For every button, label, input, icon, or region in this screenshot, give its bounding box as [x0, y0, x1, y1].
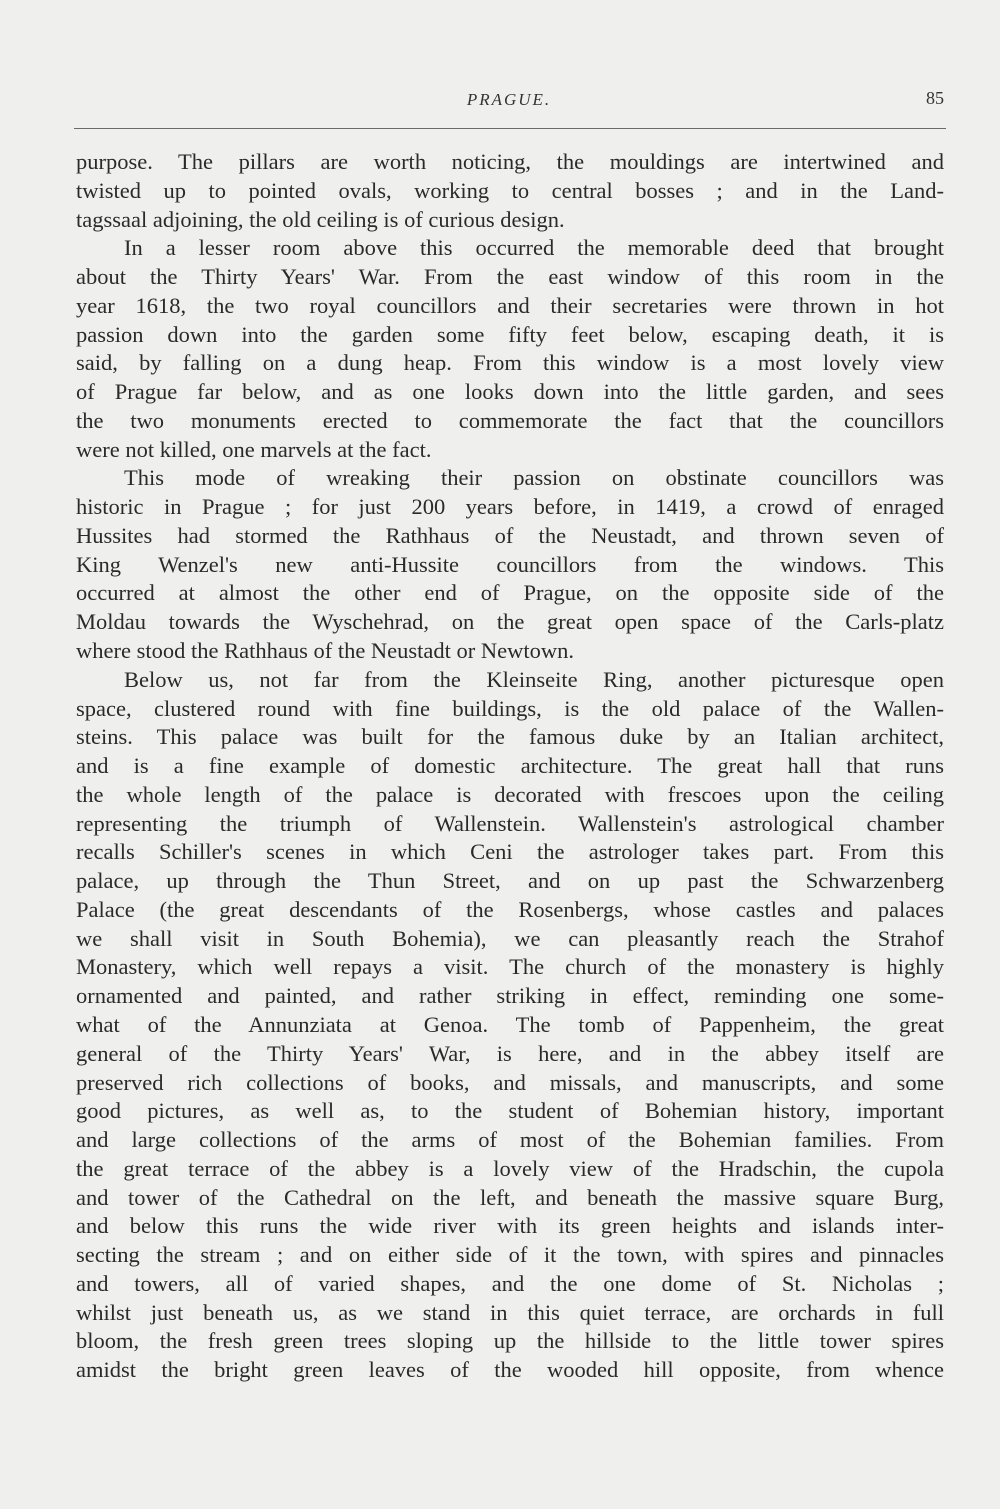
text-line: purpose. The pillars are worth noticing, the mouldings are intertwined and [76, 149, 944, 174]
text-line: of Prague far below, and as one looks down into the little garden, and sees [76, 379, 944, 405]
text-line: secting the stream ; and on either side of it the town, with spires and pinnacles [76, 1242, 944, 1268]
text-line: about the Thirty Years' War. From the east window of this room in the [76, 264, 944, 290]
text-line: This mode of wreaking their passion on obstinate councillors was [124, 465, 944, 491]
text-line: representing the triumph of Wallenstein. Wallenstein's astrological chamber [76, 810, 944, 836]
text-line: what of the Annunziata at Genoa. The tomb of Pappenheim, the great [76, 1011, 944, 1037]
text-line: palace, up through the Thun Street, and on up past the Schwarzenberg [76, 868, 944, 894]
text-line: and towers, all of varied shapes, and the one dome of St. Nicholas ; [76, 1270, 944, 1296]
text-line: twisted up to pointed ovals, working to central bosses ; and in the Land- [76, 177, 944, 203]
text-line: where stood the Rathhaus of the Neustadt or Newtown. [76, 638, 575, 664]
text-line: we shall visit in South Bohemia), we can pleasantly reach the Strahof [76, 925, 944, 951]
text-line: occurred at almost the other end of Prague, on the opposite side of the [76, 580, 944, 606]
text-line: Hussites had stormed the Rathhaus of the Neustadt, and thrown seven of [76, 522, 944, 548]
text-line: tagssaal adjoining, the old ceiling is of curious design. [76, 206, 565, 232]
text-line: whilst just beneath us, as we stand in this quiet terrace, are orchards in full [76, 1299, 944, 1325]
text-line: amidst the bright green leaves of the wooded hill opposite, from whence [76, 1357, 944, 1383]
text-line: and large collections of the arms of most of the Bohemian families. From [76, 1127, 944, 1153]
text-line: space, clustered round with fine buildings, is the old palace of the Wallen- [76, 695, 944, 721]
text-line: steins. This palace was built for the famous duke by an Italian architect, [76, 724, 944, 750]
body-text [76, 148, 944, 1385]
text-line: general of the Thirty Years' War, is here, and in the abbey itself are [76, 1040, 944, 1066]
text-line: year 1618, the two royal councillors and their secretaries were thrown in hot [76, 292, 944, 318]
text-line: Monastery, which well repays a visit. The church of the monastery is highly [76, 954, 944, 980]
text-line: the whole length of the palace is decorated with frescoes upon the ceiling [76, 781, 944, 807]
text-line: the two monuments erected to commemorate the fact that the councillors [76, 407, 944, 433]
text-line: Moldau towards the Wyschehrad, on the great open space of the Carls-platz [76, 609, 944, 635]
text-line: historic in Prague ; for just 200 years before, in 1419, a crowd of enraged [76, 494, 944, 520]
running-head [74, 86, 944, 116]
text-line: bloom, the fresh green trees sloping up the hillside to the little tower spires [76, 1328, 944, 1354]
running-title: PRAGUE. [466, 90, 552, 109]
text-line: recalls Schiller's scenes in which Ceni the astrologer takes part. From this [76, 839, 944, 865]
text-line: Palace (the great descendants of the Rosenbergs, whose castles and palaces [76, 896, 944, 922]
text-line: preserved rich collections of books, and missals, and manuscripts, and some [76, 1069, 944, 1095]
header-rule [74, 128, 946, 129]
text-line: passion down into the garden some fifty feet below, escaping death, it is [76, 321, 944, 347]
text-line: the great terrace of the abbey is a lovely view of the Hradschin, the cupola [76, 1155, 944, 1181]
text-line: Below us, not far from the Kleinseite Ring, another picturesque open [124, 666, 944, 692]
page-number: 85 [926, 88, 944, 108]
text-line: In a lesser room above this occurred the memorable deed that brought [124, 235, 944, 261]
text-line: King Wenzel's new anti-Hussite councillors from the windows. This [76, 551, 944, 577]
text-line: were not killed, one marvels at the fact. [76, 436, 432, 462]
text-line: and below this runs the wide river with its green heights and islands inter- [76, 1213, 944, 1239]
text-line: and tower of the Cathedral on the left, and beneath the massive square Burg, [76, 1184, 944, 1210]
text-line: said, by falling on a dung heap. From this window is a most lovely view [76, 350, 944, 376]
text-line: good pictures, as well as, to the student of Bohemian history, important [76, 1098, 944, 1124]
text-line: ornamented and painted, and rather striking in effect, reminding one some- [76, 983, 944, 1009]
text-line: and is a fine example of domestic architecture. The great hall that runs [76, 753, 944, 779]
